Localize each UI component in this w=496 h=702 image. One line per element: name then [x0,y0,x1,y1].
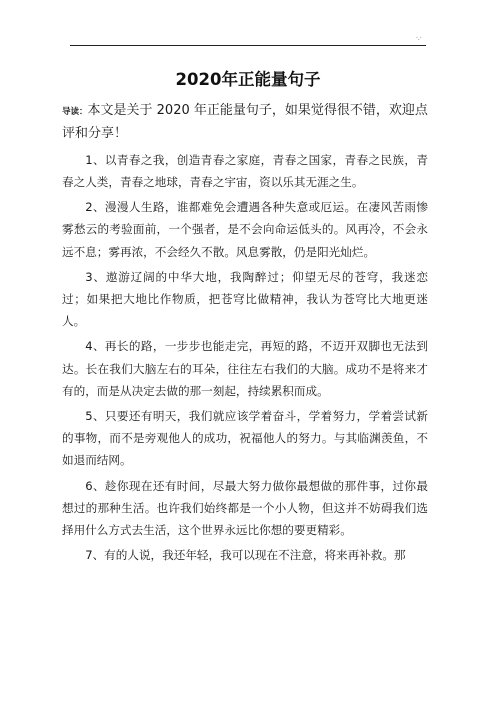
header-rule [70,45,426,46]
document-body [62,100,428,569]
intro-paragraph [62,100,428,146]
paragraph-4: 4、再长的路，一步步也能走完，再短的路，不迈开双脚也无法到达。长在我们大脑左右的耳朵，往往左右我们的大脑。成功不是将来才有的，而是从决定去做的那一刻起，持续累积而成。 [62,339,428,398]
paragraph-5: 5、只要还有明天，我们就应该学着奋斗，学着努力，学着尝试新的事物，而不是旁观他人的成功，祝福他人的努力。与其临渊羡鱼，不如退而结网。 [62,409,428,468]
paragraph-1: 1、以青春之我，创造青春之家庭，青春之国家，青春之民族，青春之人类，青春之地球，青春之宇宙，资以乐其无涯之生。 [62,152,428,190]
page-title: 2020年正能量句子 [175,70,321,89]
intro-label: 导读： [62,107,88,117]
intro-text: 本文是关于 2020 年正能量句子，如果觉得很不错，欢迎点评和分享！ [62,103,428,142]
paragraph-3: 3、遨游辽阔的中华大地，我陶醉过；仰望无尽的苍穹，我迷恋过；如果把大地比作物质，把苍穹比做精神，我认为苍穹比大地更迷人。 [62,269,428,329]
paragraph-7: 7、有的人说，我还年轻，我可以现在不注意，将来再补救。那 [85,548,406,563]
paragraph-6: 6、趁你现在还有时间，尽最大努力做你最想做的那件事，过你最想过的那种生活。也许我们始终都是一个小人物，但这并不妨碍我们选择用什么方式去生活，这个世界永远比你想的要更精彩。 [62,478,428,538]
header-mark: ·.· [416,35,422,42]
paragraph-2: 2、漫漫人生路，谁都难免会遭遇各种失意或厄运。在凄风苦雨惨雾愁云的考验面前，一个强者，是不会向命运低头的。风再冷，不会永远不息；雾再浓，不会经久不散。风息雾散，仍是阳光灿烂。 [62,200,428,259]
